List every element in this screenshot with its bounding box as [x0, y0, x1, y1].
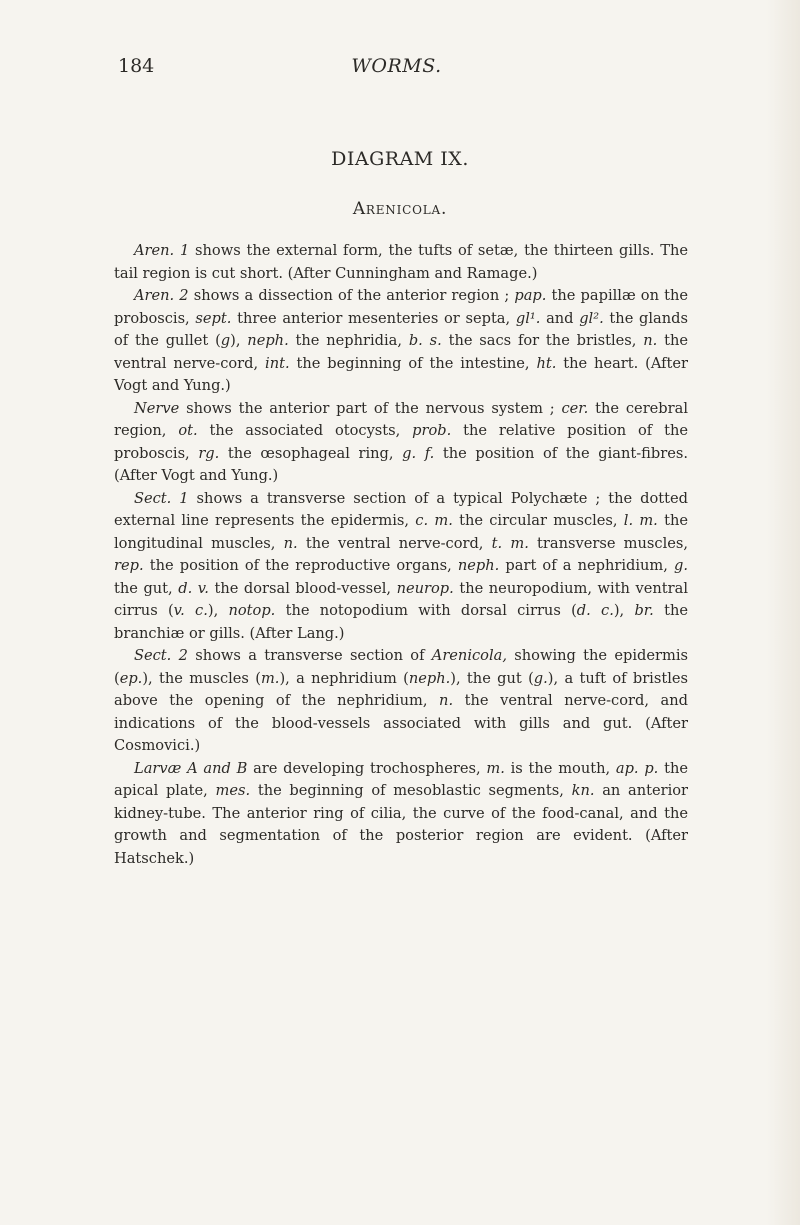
diagram-title: DIAGRAM IX.	[331, 148, 469, 170]
italic-term: g. f.	[402, 444, 435, 462]
italic-term: Larvæ A and B	[134, 759, 248, 777]
text-run: the œsophageal ring,	[219, 444, 403, 462]
paragraph	[114, 488, 688, 646]
italic-term: n.	[643, 332, 658, 349]
italic-term: ht.	[536, 354, 557, 372]
text-run: the heart. (After Vogt and Yung.)	[114, 354, 689, 394]
text-run: the ventral nerve-cord, and indications of the blood-vessels associated with gills and gut. (After Cosmovici.)	[114, 692, 688, 754]
italic-term: rg.	[198, 444, 220, 462]
italic-term: g.	[674, 557, 689, 574]
text-run: the ventral nerve-cord,	[297, 534, 492, 552]
italic-term: m.	[260, 669, 280, 687]
text-run: shows a transverse section of a typical Polychæte ; the dotted external line represents the epidermis,	[114, 489, 688, 529]
paragraph	[114, 240, 688, 285]
italic-term: m.	[486, 759, 505, 777]
paragraph	[114, 758, 688, 871]
text-run: ), the gut (	[450, 669, 534, 687]
text-run: the branchiæ or gills. (After Lang.)	[114, 602, 688, 642]
italic-term: neurop.	[396, 579, 454, 597]
italic-term: neph.	[457, 557, 500, 574]
text-run: the notopodium with dorsal cirrus (	[275, 602, 577, 619]
text-run: the cerebral region,	[114, 399, 688, 439]
italic-term: kn.	[571, 782, 595, 799]
italic-term: pap.	[514, 287, 547, 304]
text-run: showing the epidermis (	[114, 647, 688, 687]
italic-term: br.	[634, 602, 654, 619]
paragraph	[114, 398, 688, 488]
text-run: ), the muscles (	[142, 669, 261, 687]
italic-term: Nerve	[134, 399, 180, 417]
text-run: part of a nephridium,	[499, 557, 675, 574]
text-run: the neuropodium, with ventral cirrus (	[114, 579, 688, 619]
text-run: shows the anterior part of the nervous system ;	[179, 399, 562, 417]
text-run: ),	[230, 332, 248, 349]
italic-term: Arenicola,	[431, 647, 507, 664]
text-run: ), a tuft of bristles above the opening of the nephridium,	[114, 669, 688, 709]
text-run: an anterior kidney-tube. The anterior ring of cilia, the curve of the food-canal, and the growth and segmentation of the posterior region are evident. (After Hatschek.)	[114, 782, 689, 867]
italic-term: rep.	[114, 557, 144, 574]
italic-term: Aren. 1	[134, 242, 190, 259]
italic-term: n.	[283, 534, 298, 552]
italic-term: t. m.	[491, 534, 529, 552]
italic-term: v. c.	[173, 602, 208, 619]
text-run: shows the external form, the tufts of setæ, the thirteen gills. The tail region is cut short. (After Cunningham and Ramage.)	[114, 242, 688, 282]
text-run: ),	[207, 602, 229, 619]
italic-term: l. m.	[623, 512, 658, 529]
paragraph	[114, 645, 688, 758]
text-run: the position of the reproductive organs,	[143, 557, 458, 574]
italic-term: neph.	[408, 669, 451, 687]
italic-term: mes.	[215, 782, 251, 799]
body-text	[114, 240, 688, 870]
text-run: the nephridia,	[288, 332, 409, 349]
italic-term: d. c.	[576, 602, 614, 619]
text-run: and	[540, 309, 580, 327]
italic-term: notop.	[228, 602, 276, 619]
italic-term: cer.	[561, 399, 589, 417]
text-run: the longitudinal muscles,	[114, 512, 688, 552]
italic-term: n.	[439, 692, 454, 709]
italic-term: g.	[533, 669, 548, 687]
italic-term: gl².	[579, 309, 604, 327]
text-run: the apical plate,	[114, 759, 688, 799]
italic-term: ep.	[119, 669, 143, 687]
text-run: the glands of the gullet (	[114, 309, 688, 349]
text-run: the relative position of the proboscis,	[114, 422, 688, 462]
text-run: are developing trochospheres,	[247, 759, 487, 777]
italic-term: int.	[265, 354, 290, 372]
italic-term: d. v.	[178, 579, 209, 597]
italic-term: prob.	[412, 422, 452, 439]
text-run: the dorsal blood-vessel,	[208, 579, 397, 597]
text-run: the position of the giant-fibres. (After Vogt and Yung.)	[114, 444, 688, 484]
italic-term: g	[220, 332, 231, 349]
italic-term: ot.	[178, 422, 198, 439]
text-run: the gut,	[114, 579, 179, 597]
running-title: WORMS.	[351, 55, 442, 77]
text-run: ),	[613, 602, 635, 619]
text-run: the ventral nerve-cord,	[114, 332, 688, 372]
text-run: is the mouth,	[504, 759, 616, 777]
text-run: the circular muscles,	[452, 512, 624, 529]
text-run: shows a dissection of the anterior region ;	[188, 287, 515, 304]
italic-term: ap. p.	[615, 759, 659, 777]
text-run: the beginning of mesoblastic segments,	[250, 782, 572, 799]
italic-term: Sect. 1	[134, 489, 189, 507]
italic-term: Sect. 2	[134, 647, 188, 664]
italic-term: b. s.	[408, 332, 442, 349]
page-number: 184	[118, 55, 155, 77]
section-title: Arenicola.	[352, 199, 448, 219]
text-run: ), a nephridium (	[279, 669, 409, 687]
paragraph	[114, 285, 688, 398]
text-run: the papillæ on the proboscis,	[114, 287, 688, 327]
italic-term: neph.	[247, 332, 289, 349]
text-run: three anterior mesenteries or septa,	[231, 309, 516, 327]
text-run: the associated otocysts,	[197, 422, 413, 439]
italic-term: gl¹.	[515, 309, 541, 327]
text-run: the beginning of the intestine,	[289, 354, 537, 372]
text-run: transverse muscles,	[528, 534, 688, 552]
italic-term: Aren. 2	[134, 287, 189, 304]
text-run: the sacs for the bristles,	[441, 332, 644, 349]
italic-term: sept.	[195, 309, 232, 327]
italic-term: c. m.	[415, 512, 453, 529]
running-head	[118, 55, 675, 79]
text-run: shows a transverse section of	[187, 647, 432, 664]
page-edge-shadow	[766, 0, 800, 1225]
